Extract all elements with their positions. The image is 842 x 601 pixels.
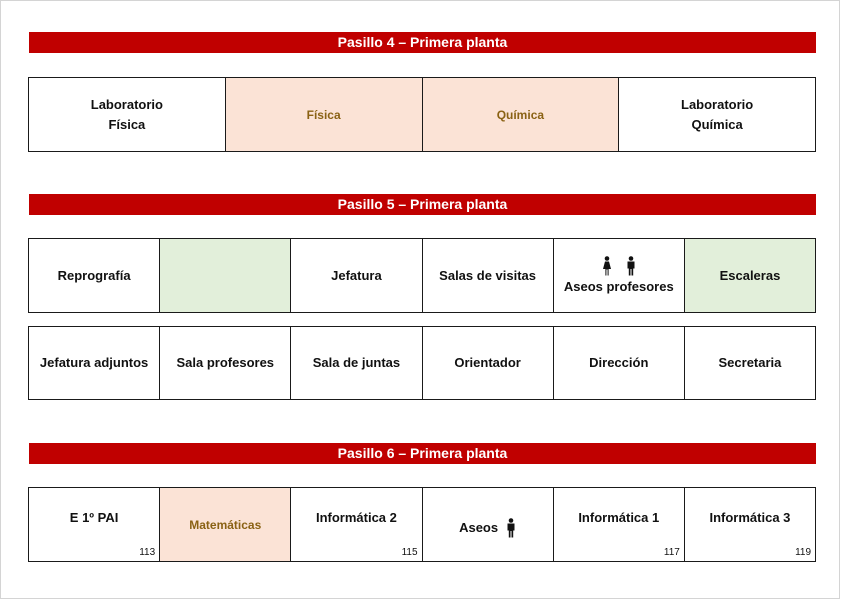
room-label: Secretaria	[718, 355, 782, 370]
room-label: Escaleras	[719, 267, 781, 283]
room-sala-de-juntas	[291, 327, 422, 399]
room-label: Aseos	[459, 519, 499, 535]
room-label: Dirección	[589, 355, 649, 370]
pasillo-5-header: Pasillo 5 – Primera planta	[29, 194, 816, 215]
room-label-line1: Laboratorio	[681, 96, 754, 112]
room-e1-pai	[29, 488, 160, 561]
room-label: Sala profesores	[176, 355, 275, 370]
room-label: Química	[496, 107, 545, 122]
room-aseos	[423, 488, 554, 561]
pasillo-6-row	[28, 487, 816, 562]
room-secretaria	[685, 327, 815, 399]
room-laboratorio-fisica	[29, 78, 226, 151]
room-direccion	[554, 327, 685, 399]
room-laboratorio-quimica	[619, 78, 815, 151]
room-matematicas	[160, 488, 291, 561]
room-informatica-3	[685, 488, 815, 561]
room-jefatura	[291, 239, 422, 312]
room-label: Aseos profesores	[563, 278, 674, 294]
pasillo-5-row-1	[28, 238, 816, 313]
room-orientador	[423, 327, 554, 399]
room-label: Informática 2	[315, 510, 397, 525]
female-toilet-icon	[602, 256, 612, 276]
room-label-line1: Laboratorio	[90, 96, 163, 112]
room-number: 119	[795, 547, 812, 558]
room-label-line2: Química	[691, 116, 743, 132]
pasillo-6-header: Pasillo 6 – Primera planta	[29, 443, 816, 464]
room-label-line2: Física	[108, 116, 146, 132]
room-aseos-profesores	[554, 239, 685, 312]
male-toilet-icon	[626, 256, 636, 276]
toilet-icons	[602, 255, 636, 277]
room-label: Informática 3	[709, 510, 791, 525]
room-reprografia	[29, 239, 160, 312]
pasillo-4-header: Pasillo 4 – Primera planta	[29, 32, 816, 53]
aseos-label-group	[459, 518, 516, 538]
room-informatica-1	[554, 488, 685, 561]
room-sala-profesores	[160, 327, 291, 399]
pasillo-5-row-2	[28, 326, 816, 400]
room-label: Jefatura adjuntos	[39, 355, 149, 370]
room-label: Física	[306, 107, 341, 122]
room-informatica-2	[291, 488, 422, 561]
room-quimica	[423, 78, 620, 151]
pasillo-4-row	[28, 77, 816, 152]
room-fisica	[226, 78, 423, 151]
room-label: Reprografía	[57, 267, 131, 283]
room-label: Jefatura	[331, 267, 382, 283]
room-number: 113	[139, 547, 156, 558]
room-number: 117	[663, 547, 680, 558]
room-salas-de-visitas	[423, 239, 554, 312]
room-number: 115	[401, 547, 418, 558]
room-label: Orientador	[454, 355, 521, 370]
room-label: Salas de visitas	[439, 267, 537, 283]
male-toilet-icon	[506, 518, 516, 538]
room-empty-green	[160, 239, 291, 312]
room-label: Sala de juntas	[312, 355, 401, 370]
room-label: Informática 1	[578, 510, 660, 525]
room-escaleras	[685, 239, 815, 312]
room-label: E 1º PAI	[69, 510, 119, 525]
room-jefatura-adjuntos	[29, 327, 160, 399]
room-label: Matemáticas	[189, 517, 262, 532]
